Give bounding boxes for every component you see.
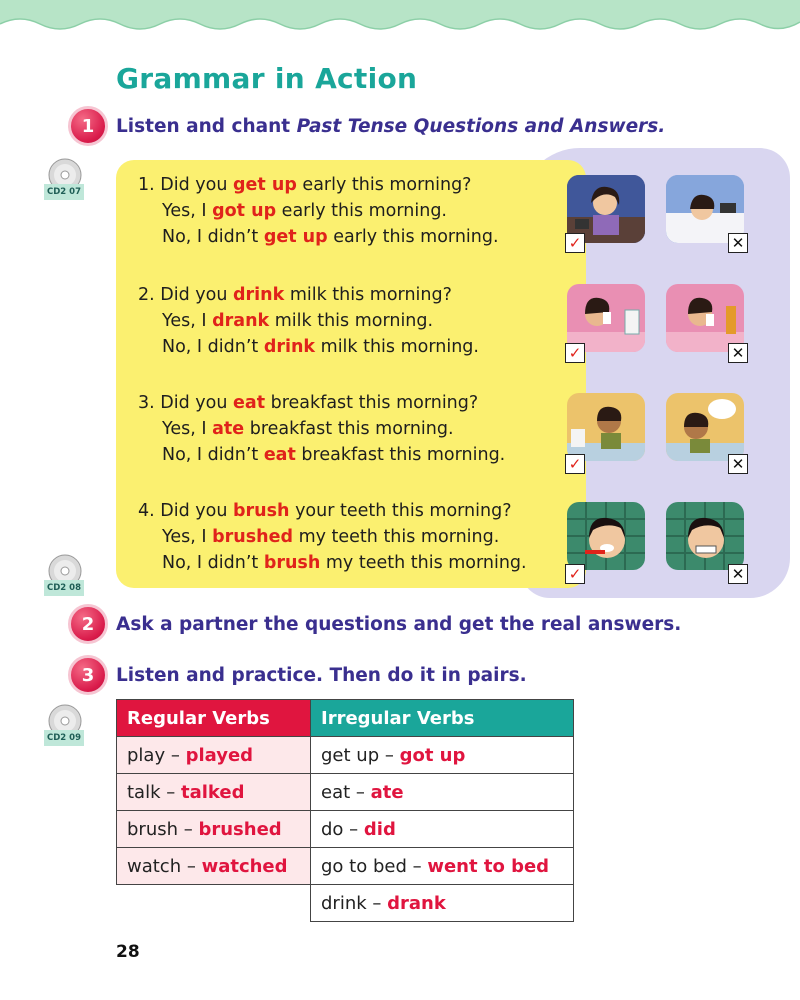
irregular-verbs-header: Irregular Verbs: [311, 700, 574, 737]
regular-verbs-header: Regular Verbs: [117, 700, 311, 737]
check-mark-1: ✓: [565, 233, 585, 253]
regular-verb-cell: watch – watched: [117, 848, 311, 885]
section-1-instruction-title: Past Tense Questions and Answers.: [296, 116, 666, 137]
section-2-instruction: Ask a partner the questions and get the real answers.: [116, 614, 682, 635]
table-row: [117, 885, 574, 922]
section-1-instruction-text: Listen and chant: [116, 116, 297, 137]
irregular-verb-cell: do – did: [311, 811, 574, 848]
picture-eat-no: [666, 393, 744, 461]
page-number: 28: [116, 942, 140, 962]
picture-eat-yes: [567, 393, 645, 461]
empty-cell: [117, 885, 311, 922]
table-row: [117, 774, 574, 811]
section-1-number: 1: [68, 106, 108, 146]
table-row: [117, 848, 574, 885]
qa-block-4: 4. Did you brush your teeth this morning? Yes, I brushed my teeth this morning. No, I didn’t brush my teeth this morning.: [138, 501, 527, 573]
cross-mark-2: ✕: [728, 343, 748, 363]
regular-verb-cell: brush – brushed: [117, 811, 311, 848]
cd-track-label: CD2 08: [44, 580, 84, 596]
cd-track-1[interactable]: [44, 158, 86, 204]
picture-brush-yes: [567, 502, 645, 570]
qa-block-1: 1. Did you get up early this morning? Yes, I got up early this morning. No, I didn’t get up early this morning.: [138, 175, 499, 247]
picture-drink-yes: [567, 284, 645, 352]
section-2-number: 2: [68, 604, 108, 644]
check-mark-2: ✓: [565, 343, 585, 363]
cross-mark-4: ✕: [728, 564, 748, 584]
irregular-verb-cell: drink – drank: [311, 885, 574, 922]
regular-verb-cell: talk – talked: [117, 774, 311, 811]
qa-block-3: 3. Did you eat breakfast this morning? Yes, I ate breakfast this morning. No, I didn’t eat breakfast this morning.: [138, 393, 506, 465]
irregular-verb-cell: eat – ate: [311, 774, 574, 811]
check-mark-3: ✓: [565, 454, 585, 474]
irregular-verb-cell: get up – got up: [311, 737, 574, 774]
qa-block-2: 2. Did you drink milk this morning? Yes, I drank milk this morning. No, I didn’t drink milk this morning.: [138, 285, 479, 357]
irregular-verb-cell: go to bed – went to bed: [311, 848, 574, 885]
cd-track-label: CD2 07: [44, 184, 84, 200]
section-3-number: 3: [68, 655, 108, 695]
cd-track-2[interactable]: [44, 554, 86, 600]
verbs-table: [116, 699, 574, 922]
page-title: Grammar in Action: [116, 62, 418, 95]
table-row: [117, 737, 574, 774]
cd-track-3[interactable]: [44, 704, 86, 750]
picture-brush-no: [666, 502, 744, 570]
cd-track-label: CD2 09: [44, 730, 84, 746]
picture-drink-no: [666, 284, 744, 352]
section-1-instruction: [116, 116, 665, 137]
regular-verb-cell: play – played: [117, 737, 311, 774]
cross-mark-3: ✕: [728, 454, 748, 474]
table-row: [117, 811, 574, 848]
cross-mark-1: ✕: [728, 233, 748, 253]
section-3-instruction: Listen and practice. Then do it in pairs.: [116, 665, 527, 686]
check-mark-4: ✓: [565, 564, 585, 584]
top-wave-decoration: [0, 0, 800, 40]
